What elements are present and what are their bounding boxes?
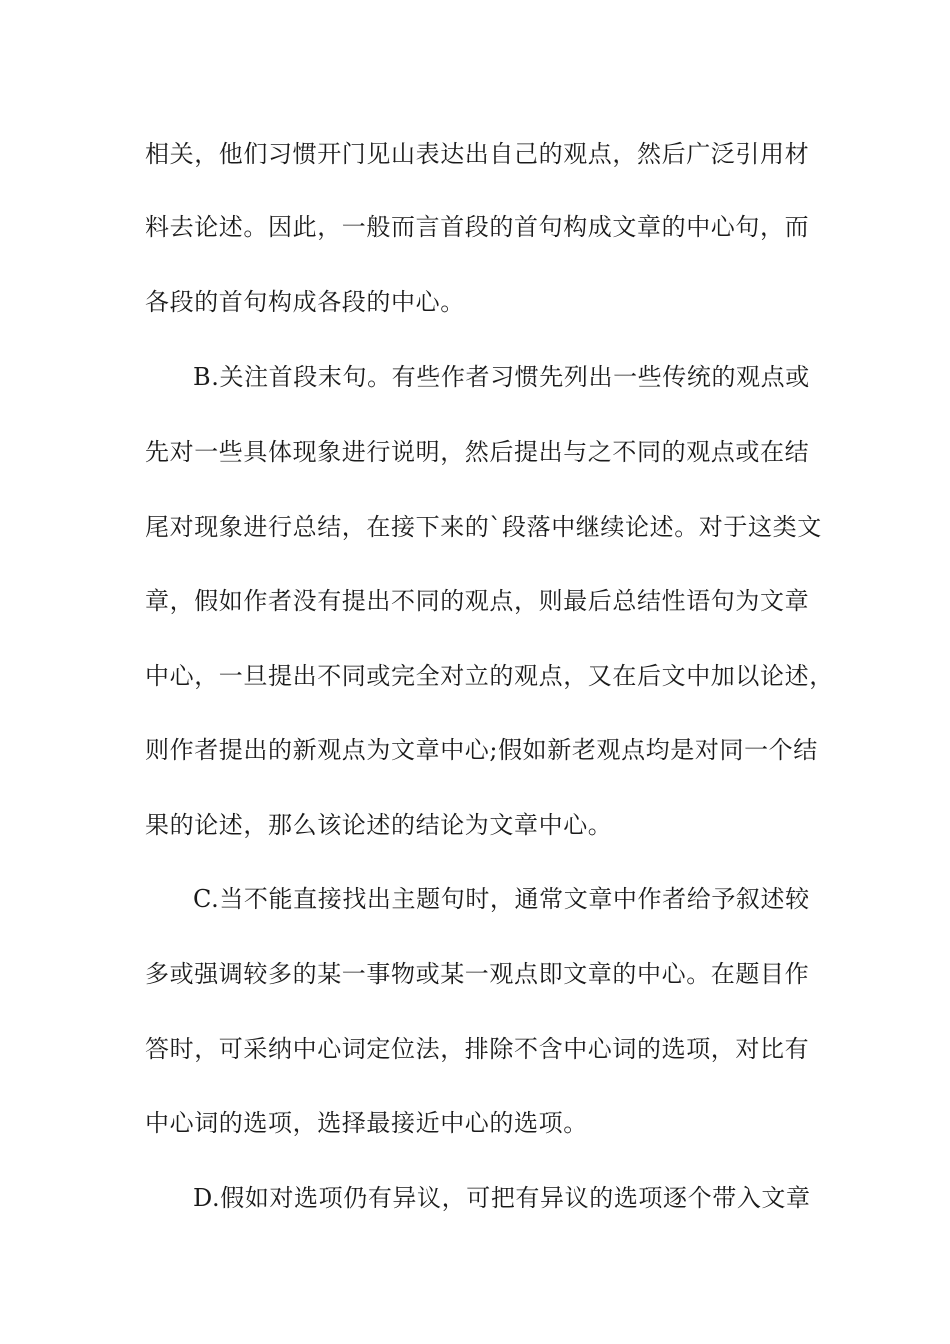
paragraph-start-line: C.当不能直接找出主题句时，通常文章中作者给予叙述较 xyxy=(193,885,810,913)
text-line: 相关，他们习惯开门见山表达出自己的观点，然后广泛引用材 xyxy=(145,140,810,168)
text-line: 答时，可采纳中心词定位法，排除不含中心词的选项，对比有 xyxy=(145,1035,810,1063)
text-line: 尾对现象进行总结，在接下来的`段落中继续论述。对于这类文 xyxy=(145,513,822,541)
paragraph-start-line: D.假如对选项仍有异议，可把有异议的选项逐个带入文章 xyxy=(193,1184,811,1212)
text-line: 先对一些具体现象进行说明，然后提出与之不同的观点或在结 xyxy=(145,438,810,466)
text-line: 中心，一旦提出不同或完全对立的观点，又在后文中加以论述， xyxy=(145,662,834,690)
text-line: 各段的首句构成各段的中心。 xyxy=(145,288,465,316)
text-line: 则作者提出的新观点为文章中心;假如新老观点均是对同一个结 xyxy=(145,736,818,764)
text-line: 料去论述。因此，一般而言首段的首句构成文章的中心句，而 xyxy=(145,213,810,241)
text-line: 多或强调较多的某一事物或某一观点即文章的中心。在题目作 xyxy=(145,960,810,988)
text-line: 果的论述，那么该论述的结论为文章中心。 xyxy=(145,811,613,839)
paragraph-start-line: B.关注首段末句。有些作者习惯先列出一些传统的观点或 xyxy=(193,363,810,391)
text-line: 中心词的选项，选择最接近中心的选项。 xyxy=(145,1109,588,1137)
text-line: 章，假如作者没有提出不同的观点，则最后总结性语句为文章 xyxy=(145,587,810,615)
